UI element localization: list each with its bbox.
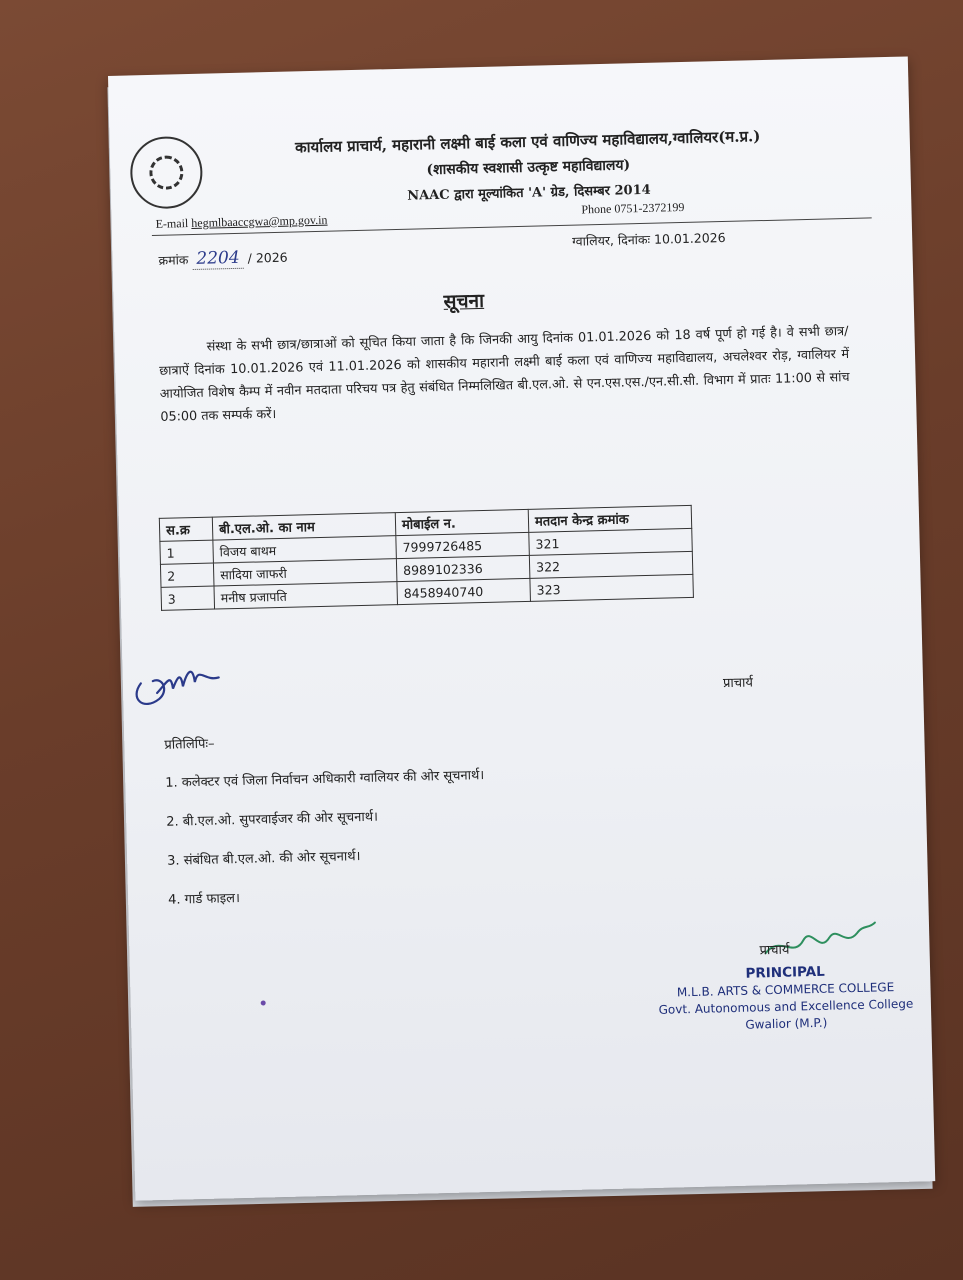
email-label: E-mail — [155, 216, 189, 231]
header-naac-line: NAAC द्वारा मूल्यांकित 'A' ग्रेड, दिसम्बर 2014 — [407, 182, 651, 204]
date-value: 10.01.2026 — [653, 229, 726, 247]
cell-booth: 323 — [530, 574, 694, 601]
phone-number: Phone 0751-2372199 — [581, 199, 685, 217]
cell-serial: 1 — [160, 540, 214, 564]
reference-number — [158, 247, 288, 270]
header-status-line: (शासकीय स्वशासी उत्कृष्ट महाविद्यालय) — [426, 157, 631, 179]
email-line — [155, 213, 327, 232]
list-item: 3. संबंधित बी.एल.ओ. की ओर सूचनार्थ। — [167, 849, 361, 869]
cell-booth: 321 — [529, 528, 693, 555]
list-item: 2. बी.एल.ओ. सुपरवाईजर की ओर सूचनार्थ। — [166, 809, 379, 830]
ink-dot — [261, 1000, 266, 1005]
cell-name: विजय बाथम — [213, 536, 397, 563]
signatory-title-2: प्राचार्य — [759, 942, 790, 959]
cell-name: सादिया जाफरी — [213, 559, 397, 586]
handwritten-signature-icon — [122, 641, 244, 714]
cell-mobile: 8989102336 — [396, 555, 530, 581]
notice-title: सूचना — [443, 289, 485, 313]
date-label: ग्वालियर, दिनांकः — [571, 231, 651, 249]
notice-document — [108, 56, 935, 1200]
email-address: hegmlbaaccgwa@mp.gov.in — [191, 212, 328, 231]
cell-serial: 2 — [160, 563, 214, 587]
blo-table — [159, 505, 694, 611]
date-line — [572, 229, 726, 250]
stamp-city: Gwalior (M.P.) — [745, 1015, 828, 1032]
stamp-college: M.L.B. ARTS & COMMERCE COLLEGE — [676, 980, 895, 1000]
cell-mobile: 8458940740 — [397, 578, 531, 604]
reference-handwritten-number: 2204 — [192, 248, 244, 270]
cell-serial: 3 — [161, 586, 215, 610]
stamp-title: PRINCIPAL — [745, 963, 825, 982]
header-office-line: कार्यालय प्राचार्य, महारानी लक्ष्मी बाई कला एवं वाणिज्य महाविद्यालय,ग्वालियर(म.प्र.) — [294, 127, 761, 157]
principal-stamp — [650, 961, 922, 1036]
list-item: 1. कलेक्टर एवं जिला निर्वाचन अधिकारी ग्वालियर की ओर सूचनार्थ। — [165, 768, 485, 791]
col-blo-name: बी.एल.ओ. का नाम — [212, 513, 396, 540]
stamp-status: Govt. Autonomous and Excellence College — [658, 996, 914, 1017]
col-mobile: मोबाईल न. — [395, 509, 529, 535]
reference-label: क्रमांक — [158, 252, 189, 268]
col-serial: स.क्र — [159, 517, 213, 541]
cell-mobile: 7999726485 — [396, 532, 530, 558]
college-seal-icon — [130, 136, 204, 210]
list-item: 4. गार्ड फाइल। — [167, 891, 241, 908]
notice-body: संस्था के सभी छात्र/छात्राओं को सूचित किया जाता है कि जिनकी आयु दिनांक 01.01.2026 को 18 वर्ष पूर्ण हो गई है। वे सभी छात्र/छात्राऐं दिनांक 10.01.2026 एवं 11.01.2026 को शासकीय महारानी लक्ष्मी बाई कला एवं वाणिज्य महाविद्यालय, अचलेश्वर रोड़, ग्वालियर में आयोजित विशेष कैम्प में नवीन मतदाता परिचय पत्र हेतु संबंधित निम्मलिखित बी.एल.ओ. से एन.एस.एस./एन.सी.सी. विभाग में प्रातः 11:00 से सांच 05:00 तक सम्पर्क करें। — [159, 323, 850, 425]
cell-name: मनीष प्रजापति — [214, 582, 398, 609]
col-booth-number: मतदान केन्द्र क्रमांक — [528, 505, 692, 532]
copy-to-list — [165, 765, 488, 929]
reference-year: / 2026 — [247, 249, 288, 266]
signatory-title: प्राचार्य — [722, 675, 754, 692]
copy-to-label: प्रतिलिपिः– — [164, 736, 215, 753]
cell-booth: 322 — [529, 551, 693, 578]
